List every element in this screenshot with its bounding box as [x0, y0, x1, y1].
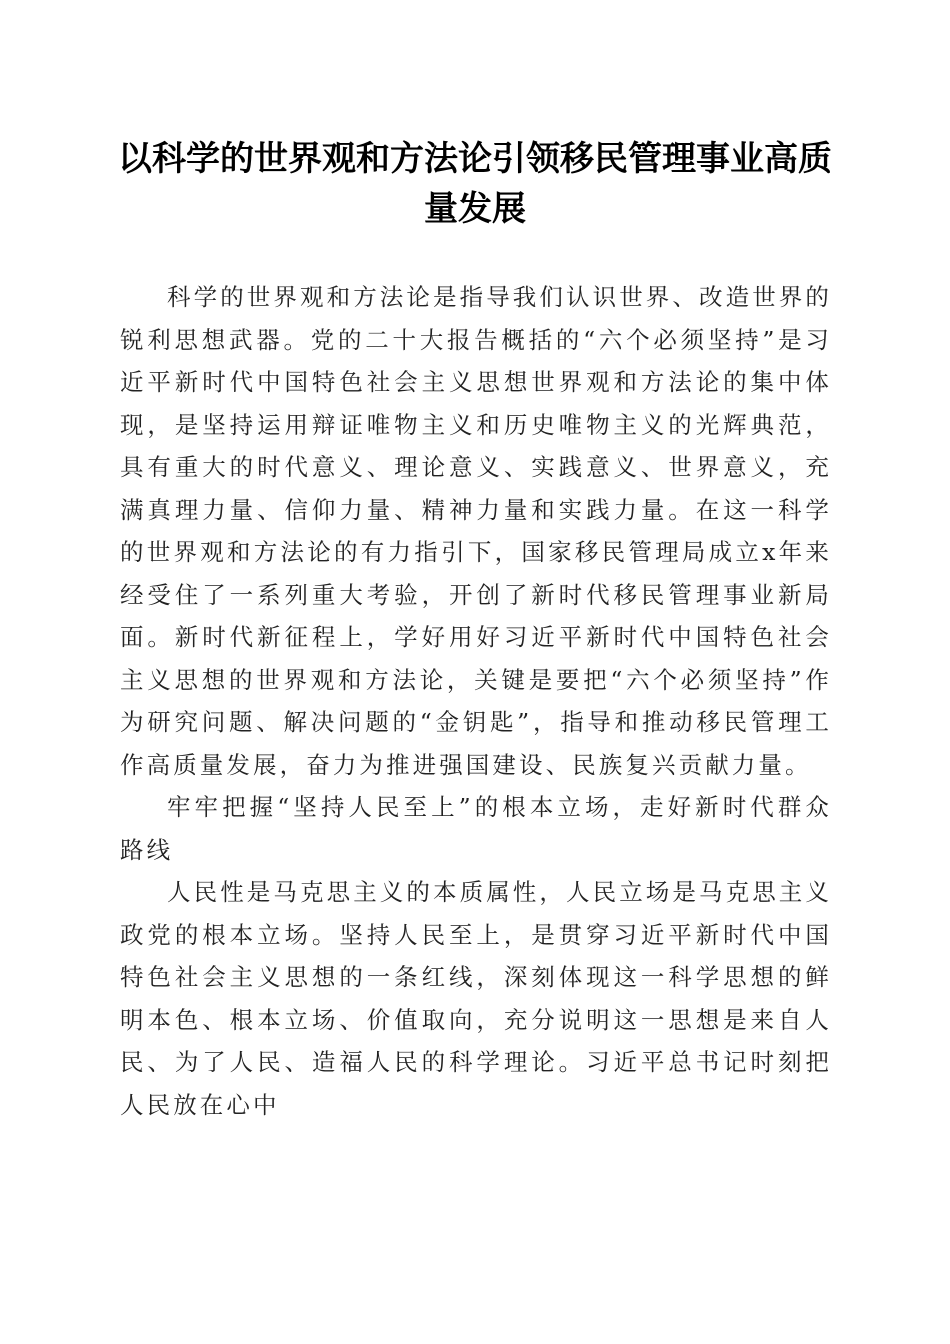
section-heading: 牢牢把握“坚持人民至上”的根本立场，走好新时代群众路线 — [120, 793, 832, 864]
paragraph-intro: 科学的世界观和方法论是指导我们认识世界、改造世界的锐利思想武器。党的二十大报告概括的“六个必须坚持”是习近平新时代中国特色社会主义思想世界观和方法论的集中体现，是坚持运用辩证唯物主义和历史唯物主义的光辉典范，具有重大的时代意义、理论意义、实践意义、世界意义，充满真理力量、信仰力量、精神力量和实践力量。在这一科学的世界观和方法论的有力指引下，国家移民管理局成立x年来经受住了一系列重大考验，开创了新时代移民管理事业新局面。新时代新征程上，学好用好习近平新时代中国特色社会主义思想的世界观和方法论，关键是要把“六个必须坚持”作为研究问题、解决问题的“金钥匙”，指导和推动移民管理工作高质量发展，奋力为推进强国建设、民族复兴贡献力量。 — [120, 283, 832, 779]
document-title: 以科学的世界观和方法论引领移民管理事业高质量发展 — [118, 139, 832, 229]
paragraph-people: 人民性是马克思主义的本质属性，人民立场是马克思主义政党的根本立场。坚持人民至上，是贯穿习近平新时代中国特色社会主义思想的一条红线，深刻体现这一科学思想的鲜明本色、根本立场、价值取向，充分说明这一思想是来自人民、为了人民、造福人民的科学理论。习近平总书记时刻把人民放在心中 — [120, 878, 832, 1119]
document-body — [120, 276, 832, 1126]
